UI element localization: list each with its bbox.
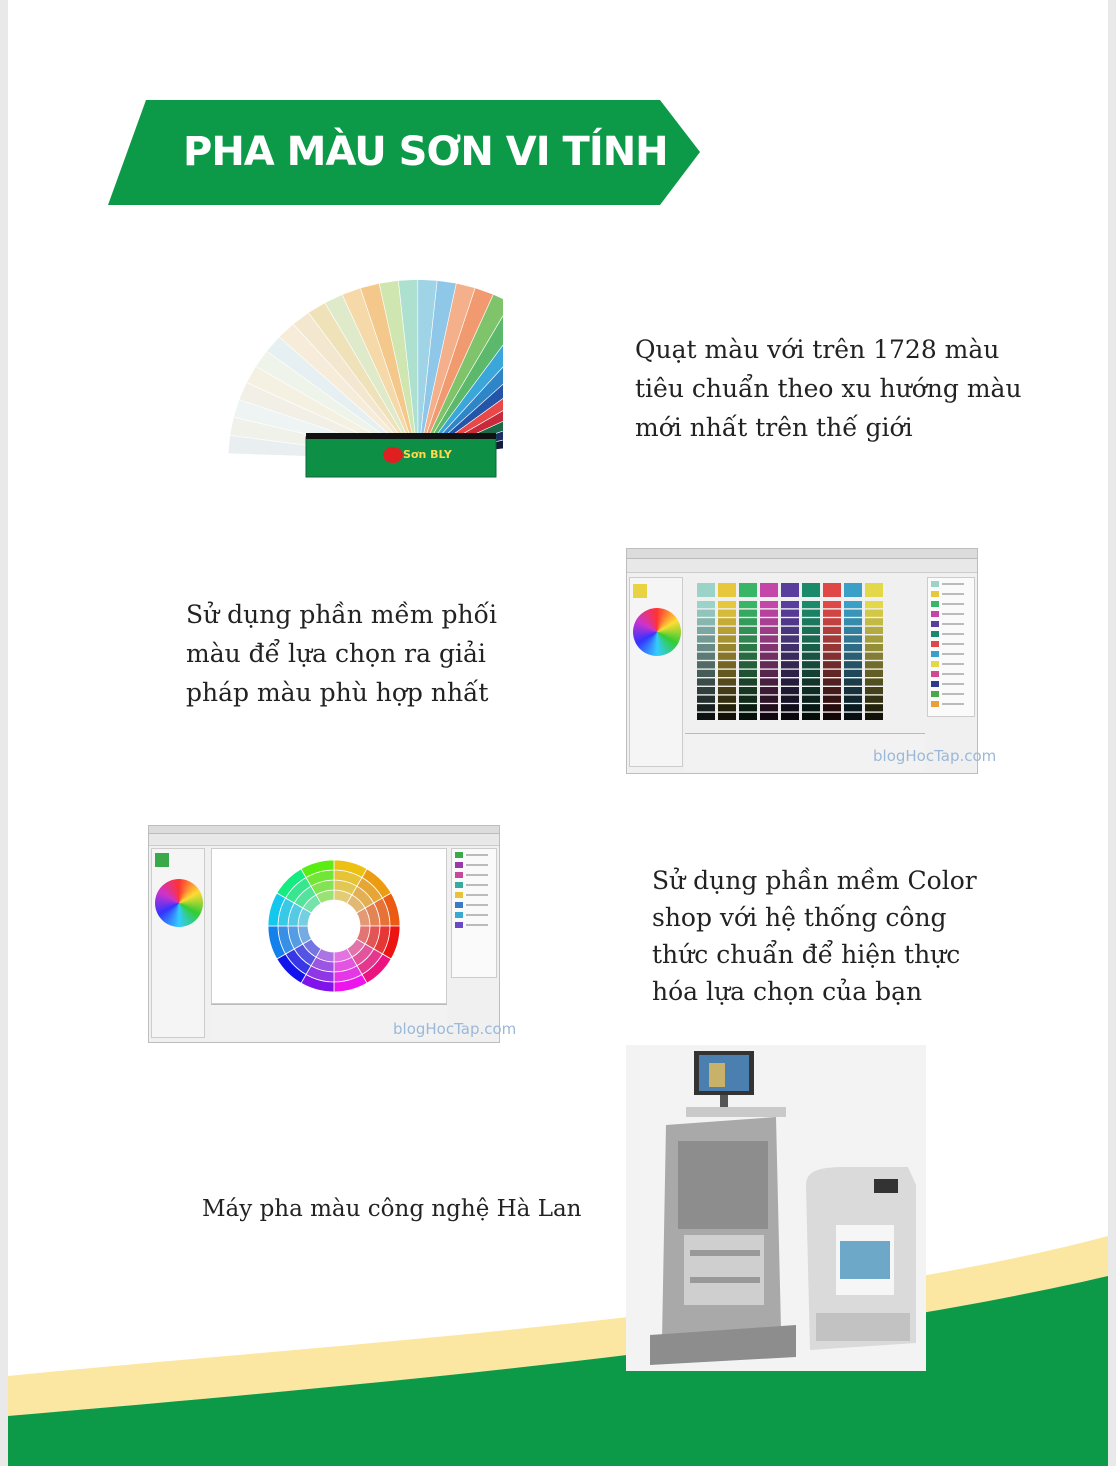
palette-item: [931, 650, 971, 658]
caption-line: thức chuẩn để hiện thực: [652, 940, 961, 969]
swatch-shade: [718, 696, 736, 703]
swatch-shade: [865, 661, 883, 668]
swatch-shade: [781, 601, 799, 608]
swatch-shade: [739, 627, 757, 634]
palette-swatch: [455, 862, 463, 868]
palette-swatch: [455, 892, 463, 898]
swatch-shade: [823, 670, 841, 677]
caption-line: Sử dụng phần mềm Color: [652, 866, 977, 895]
caption-line: mới nhất trên thế giới: [635, 413, 913, 442]
swatch-shade: [739, 610, 757, 617]
swatch-shade: [865, 618, 883, 625]
palette-line: [466, 924, 488, 926]
palette-line: [942, 583, 964, 585]
swatch-shade: [739, 670, 757, 677]
palette-swatch: [455, 882, 463, 888]
swatch-header: [823, 583, 841, 597]
swatch-shade: [697, 696, 715, 703]
palette-item: [455, 871, 493, 879]
palette-swatch: [931, 691, 939, 697]
palette-line: [942, 703, 964, 705]
palette-item: [931, 620, 971, 628]
swatch-shade: [781, 618, 799, 625]
swatch-shade: [844, 644, 862, 651]
palette-line: [942, 673, 964, 675]
software-screenshot-wheel: [148, 825, 517, 1043]
swatch-shade: [697, 670, 715, 677]
palette-swatch: [455, 912, 463, 918]
swatch-shade: [718, 704, 736, 711]
swatch-shade: [718, 627, 736, 634]
swatch-shade: [823, 653, 841, 660]
swatch-shade: [844, 635, 862, 642]
palette-item: [931, 610, 971, 618]
palette-item: [931, 680, 971, 688]
swatch-shade: [844, 696, 862, 703]
swatch-shade: [802, 670, 820, 677]
base-color-swatch: [155, 853, 169, 867]
swatch-shade: [865, 687, 883, 694]
color-wheel-diagram: [264, 856, 404, 996]
swatch-shade: [718, 653, 736, 660]
color-fan-deck-image: [118, 255, 503, 485]
swatch-shade: [697, 635, 715, 642]
palette-swatch: [931, 701, 939, 707]
swatch-grid: [697, 583, 927, 723]
swatch-shade: [760, 635, 778, 642]
swatch-shade: [760, 653, 778, 660]
swatch-shade: [823, 687, 841, 694]
color-palette-list: [451, 848, 497, 978]
swatch-shade: [823, 644, 841, 651]
palette-item: [931, 580, 971, 588]
palette-swatch: [455, 902, 463, 908]
base-color-panel: [151, 848, 205, 1038]
swatch-shade: [760, 601, 778, 608]
palette-line: [942, 653, 964, 655]
caption-line: màu để lựa chọn ra giải: [186, 639, 486, 668]
machine-caption: [202, 1190, 582, 1229]
swatch-shade: [823, 601, 841, 608]
palette-item: [455, 891, 493, 899]
palette-swatch: [455, 872, 463, 878]
swatch-shade: [823, 713, 841, 720]
swatch-shade: [760, 661, 778, 668]
swatch-shade: [781, 627, 799, 634]
color-palette-list: [927, 577, 975, 717]
swatch-shade: [697, 610, 715, 617]
palette-item: [931, 600, 971, 608]
swatch-shade: [844, 661, 862, 668]
swatch-shade: [802, 687, 820, 694]
palette-swatch: [931, 641, 939, 647]
caption-line: Máy pha màu công nghệ Hà Lan: [202, 1196, 582, 1222]
colorshop-caption: [652, 862, 977, 1010]
swatch-shade: [718, 670, 736, 677]
swatch-shade: [760, 704, 778, 711]
swatch-shade: [865, 653, 883, 660]
swatch-shade: [760, 610, 778, 617]
swatch-shade: [739, 601, 757, 608]
swatch-shade: [865, 610, 883, 617]
palette-line: [942, 623, 964, 625]
swatch-header: [802, 583, 820, 597]
base-color-swatch: [633, 584, 647, 598]
palette-swatch: [931, 631, 939, 637]
palette-line: [942, 693, 964, 695]
swatch-shade: [718, 678, 736, 685]
color-wheel-icon: [155, 879, 203, 927]
swatch-shade: [781, 687, 799, 694]
swatch-header: [718, 583, 736, 597]
swatch-shade: [718, 644, 736, 651]
palette-line: [942, 603, 964, 605]
swatch-shade: [718, 635, 736, 642]
palette-item: [455, 851, 493, 859]
swatch-shade: [781, 635, 799, 642]
swatch-header: [781, 583, 799, 597]
swatch-shade: [802, 627, 820, 634]
swatch-shade: [697, 601, 715, 608]
caption-line: Quạt màu với trên 1728 màu: [635, 335, 1000, 364]
swatch-shade: [865, 713, 883, 720]
palette-item: [931, 690, 971, 698]
caption-line: shop với hệ thống công: [652, 903, 947, 932]
swatch-shade: [823, 618, 841, 625]
swatch-shade: [844, 670, 862, 677]
swatch-shade: [697, 627, 715, 634]
swatch-shade: [802, 635, 820, 642]
palette-swatch: [931, 661, 939, 667]
swatch-shade: [802, 610, 820, 617]
palette-item: [455, 911, 493, 919]
swatch-shade: [781, 610, 799, 617]
palette-item: [931, 700, 971, 708]
window-toolbar: [149, 834, 499, 846]
swatch-header: [844, 583, 862, 597]
palette-line: [942, 613, 964, 615]
swatch-shade: [739, 713, 757, 720]
swatch-shade: [802, 696, 820, 703]
swatch-shade: [844, 627, 862, 634]
swatch-shade: [865, 678, 883, 685]
palette-swatch: [931, 611, 939, 617]
swatch-shade: [844, 653, 862, 660]
swatch-shade: [823, 627, 841, 634]
swatch-shade: [697, 678, 715, 685]
swatch-shade: [718, 661, 736, 668]
page-title: PHA MÀU SƠN VI TÍNH: [183, 129, 668, 175]
palette-line: [466, 894, 488, 896]
palette-item: [455, 921, 493, 929]
palette-line: [466, 864, 488, 866]
window-toolbar: [627, 559, 977, 573]
swatch-shade: [781, 653, 799, 660]
palette-swatch: [931, 651, 939, 657]
swatch-shade: [760, 696, 778, 703]
swatch-shade: [718, 618, 736, 625]
fan-brand-text: Sơn BLY: [403, 448, 452, 461]
swatch-shade: [697, 644, 715, 651]
swatch-shade: [865, 627, 883, 634]
swatch-shade: [760, 644, 778, 651]
software-screenshot-grid: [626, 548, 997, 774]
swatch-shade: [739, 704, 757, 711]
swatch-shade: [844, 687, 862, 694]
swatch-shade: [739, 653, 757, 660]
palette-item: [455, 881, 493, 889]
swatch-header: [760, 583, 778, 597]
swatch-shade: [697, 713, 715, 720]
swatch-shade: [802, 644, 820, 651]
swatch-shade: [865, 635, 883, 642]
swatch-shade: [802, 678, 820, 685]
swatch-shade: [865, 601, 883, 608]
swatch-shade: [844, 610, 862, 617]
swatch-shade: [718, 601, 736, 608]
swatch-shade: [823, 661, 841, 668]
swatch-shade: [802, 653, 820, 660]
swatch-shade: [781, 713, 799, 720]
swatch-header: [739, 583, 757, 597]
palette-item: [931, 630, 971, 638]
swatch-shade: [781, 704, 799, 711]
swatch-shade: [802, 661, 820, 668]
swatch-shade: [781, 670, 799, 677]
swatch-shade: [718, 687, 736, 694]
swatch-shade: [865, 696, 883, 703]
swatch-shade: [844, 713, 862, 720]
swatch-shade: [739, 644, 757, 651]
swatch-shade: [697, 687, 715, 694]
swatch-shade: [823, 696, 841, 703]
swatch-shade: [844, 618, 862, 625]
swatch-shade: [823, 610, 841, 617]
window-titlebar: [627, 549, 977, 559]
swatch-shade: [697, 704, 715, 711]
palette-swatch: [931, 621, 939, 627]
palette-swatch: [931, 581, 939, 587]
swatch-shade: [697, 653, 715, 660]
palette-item: [931, 670, 971, 678]
swatch-shade: [823, 635, 841, 642]
swatch-shade: [844, 704, 862, 711]
palette-swatch: [931, 671, 939, 677]
swatch-shade: [865, 704, 883, 711]
swatch-shade: [802, 618, 820, 625]
palette-line: [466, 884, 488, 886]
swatch-shade: [739, 678, 757, 685]
swatch-shade: [802, 704, 820, 711]
swatch-shade: [739, 687, 757, 694]
palette-line: [466, 854, 488, 856]
swatch-shade: [802, 713, 820, 720]
swatch-shade: [718, 713, 736, 720]
swatch-shade: [718, 610, 736, 617]
swatch-shade: [781, 678, 799, 685]
palette-swatch: [455, 922, 463, 928]
swatch-shade: [781, 661, 799, 668]
swatch-shade: [844, 678, 862, 685]
swatch-shade: [697, 618, 715, 625]
swatch-shade: [739, 696, 757, 703]
swatch-shade: [823, 704, 841, 711]
caption-line: Sử dụng phần mềm phối: [186, 600, 497, 629]
watermark: blogHocTap.com: [873, 747, 997, 765]
swatch-shade: [739, 618, 757, 625]
caption-line: tiêu chuẩn theo xu hướng màu: [635, 374, 1022, 403]
swatch-shade: [739, 635, 757, 642]
swatch-shade: [760, 713, 778, 720]
swatch-shade: [760, 627, 778, 634]
palette-item: [931, 590, 971, 598]
palette-swatch: [931, 681, 939, 687]
page: [8, 0, 1108, 1466]
palette-item: [931, 660, 971, 668]
bottom-wave: [8, 1236, 1108, 1466]
palette-item: [455, 901, 493, 909]
software-caption: [186, 595, 497, 712]
palette-line: [942, 633, 964, 635]
caption-line: pháp màu phù hợp nhất: [186, 678, 489, 707]
swatch-shade: [823, 678, 841, 685]
palette-item: [931, 640, 971, 648]
swatch-shade: [760, 618, 778, 625]
swatch-shade: [697, 661, 715, 668]
window-titlebar: [149, 826, 499, 834]
swatch-shade: [865, 670, 883, 677]
swatch-shade: [802, 601, 820, 608]
swatch-header: [865, 583, 883, 597]
caption-line: hóa lựa chọn của bạn: [652, 977, 923, 1006]
palette-line: [466, 874, 488, 876]
palette-line: [942, 643, 964, 645]
palette-swatch: [931, 591, 939, 597]
swatch-shade: [739, 661, 757, 668]
palette-swatch: [455, 852, 463, 858]
swatch-shade: [760, 670, 778, 677]
tinting-machine-image: [626, 1045, 926, 1371]
color-wheel-icon: [633, 608, 681, 656]
palette-swatch: [931, 601, 939, 607]
swatch-header: [697, 583, 715, 597]
palette-line: [942, 593, 964, 595]
swatch-shade: [781, 696, 799, 703]
swatch-shade: [781, 644, 799, 651]
swatch-shade: [760, 687, 778, 694]
swatch-shade: [865, 644, 883, 651]
swatch-shade: [760, 678, 778, 685]
fan-caption: [635, 330, 1022, 447]
palette-line: [942, 683, 964, 685]
base-color-panel: [629, 577, 683, 767]
palette-line: [942, 663, 964, 665]
palette-line: [466, 914, 488, 916]
watermark: blogHocTap.com: [393, 1020, 517, 1038]
palette-line: [466, 904, 488, 906]
palette-item: [455, 861, 493, 869]
swatch-shade: [844, 601, 862, 608]
